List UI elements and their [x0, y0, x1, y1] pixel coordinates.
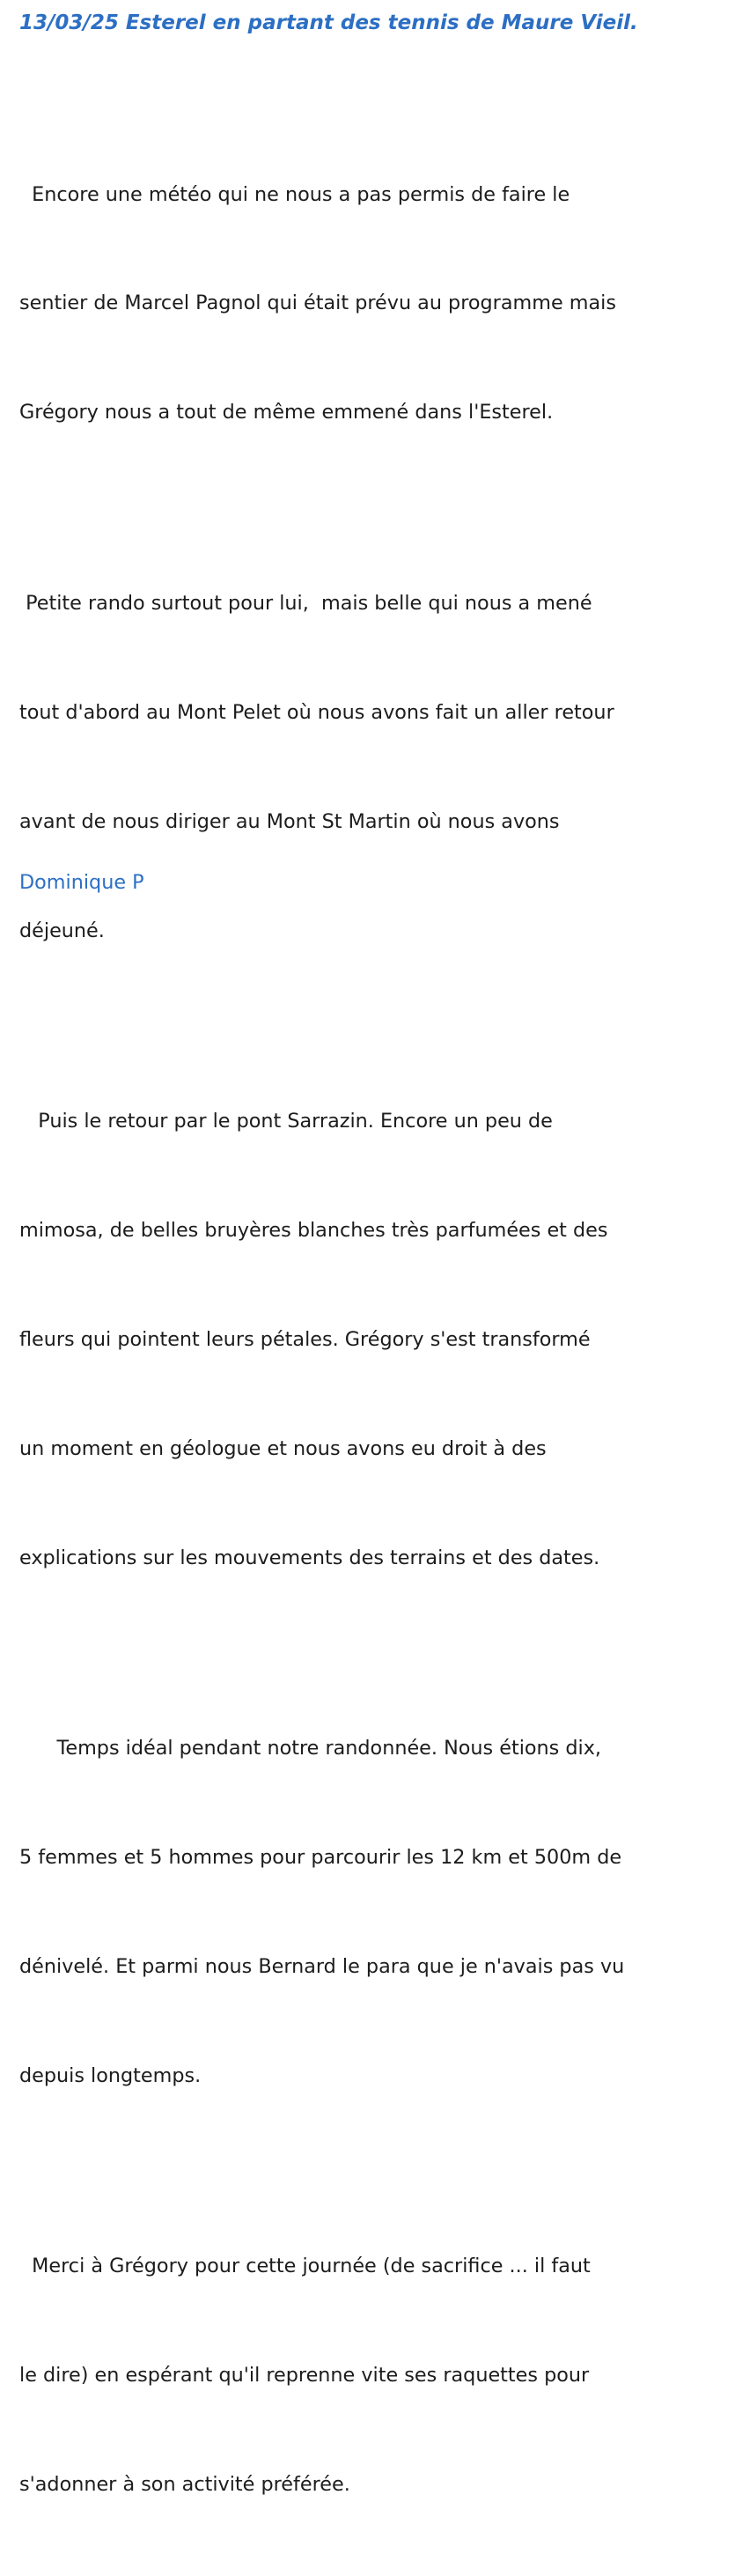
- paragraph-line: s'adonner à son activité préférée.: [19, 2473, 350, 2496]
- paragraph-line: tout d'abord au Mont Pelet où nous avons fait un aller retour: [19, 700, 614, 724]
- paragraph-5: [19, 2176, 715, 2576]
- paragraph-line: Petite rando surtout pour lui, mais belle qui nous a mené: [19, 591, 592, 615]
- paragraph-line: explications sur les mouvements des terrains et des dates.: [19, 1546, 600, 1569]
- paragraph-line: mimosa, de belles bruyères blanches très parfumées et des: [19, 1218, 608, 1242]
- paragraph-line: Puis le retour par le pont Sarrazin. Encore un peu de: [19, 1110, 553, 1133]
- paragraph-3: [19, 1030, 715, 1649]
- paragraph-line: avant de nous diriger au Mont St Martin où nous avons: [19, 809, 560, 833]
- paragraph-line: depuis longtemps.: [19, 2063, 202, 2087]
- document-title: 13/03/25 Esterel en partant des tennis de Maure Vieil.: [19, 11, 638, 34]
- paragraph-line: sentier de Marcel Pagnol qui était prévu au programme mais: [19, 292, 616, 315]
- signature: Dominique P: [19, 871, 144, 894]
- document-body: [19, 104, 715, 2576]
- paragraph-line: Grégory nous a tout de même emmené dans l'Esterel.: [19, 401, 554, 424]
- paragraph-line: Encore une météo qui ne nous a pas permis de faire le: [19, 182, 570, 206]
- paragraph-line: Temps idéal pendant notre randonnée. Nous étions dix,: [19, 1737, 601, 1760]
- paragraph-line: Merci à Grégory pour cette journée (de sacrifice ... il faut: [19, 2255, 591, 2278]
- paragraph-1: [19, 104, 715, 504]
- paragraph-line: fleurs qui pointent leurs pétales. Grégory s'est transformé: [19, 1327, 591, 1351]
- paragraph-line: déjeuné.: [19, 919, 105, 942]
- paragraph-line: dénivelé. Et parmi nous Bernard le para que je n'avais pas vu: [19, 1954, 625, 1978]
- paragraph-line: 5 femmes et 5 hommes pour parcourir les 12 km et 500m de: [19, 1845, 622, 1869]
- paragraph-line: un moment en géologue et nous avons eu droit à des: [19, 1436, 547, 1460]
- paragraph-2: [19, 513, 715, 1022]
- paragraph-line: le dire) en espérant qu'il reprenne vite ses raquettes pour: [19, 2364, 590, 2388]
- paragraph-4: [19, 1657, 715, 2166]
